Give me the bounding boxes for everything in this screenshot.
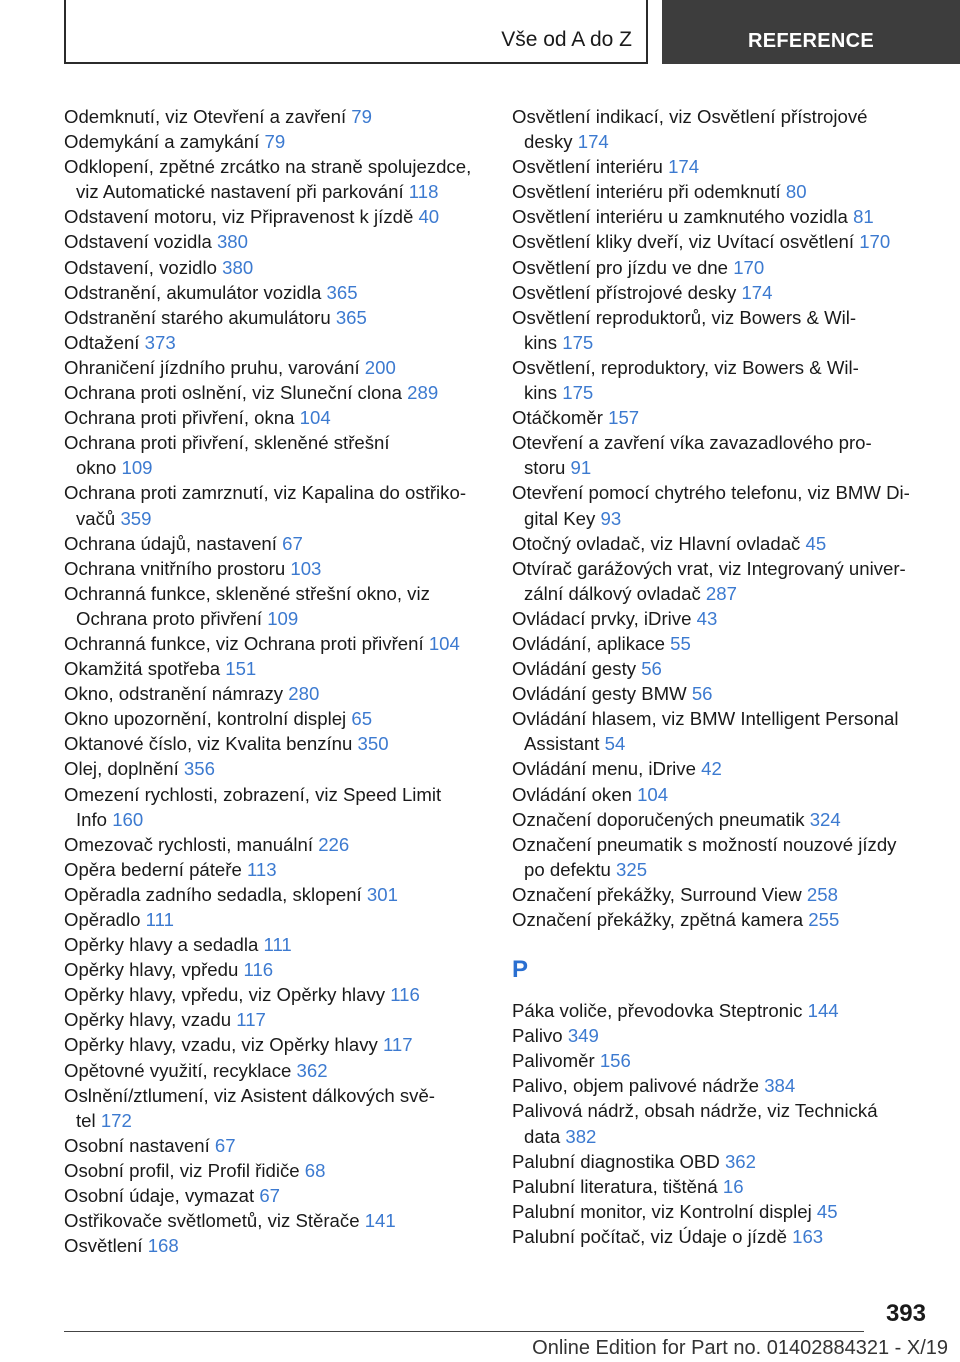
- page-reference-link[interactable]: 175: [562, 382, 594, 404]
- page-reference-link[interactable]: 359: [120, 507, 152, 529]
- index-entry: [64, 229, 494, 254]
- footer-divider: [64, 1331, 864, 1332]
- page-reference-link[interactable]: 81: [853, 206, 874, 228]
- reference-label: REFERENCE: [747, 30, 875, 52]
- entry-text: Ochrana údajů, nastavení: [64, 532, 277, 554]
- index-entry: [64, 882, 494, 907]
- index-entry: [64, 305, 494, 330]
- entry-text: tel: [76, 1109, 96, 1131]
- entry-text: Osvětlení, reproduktory, viz Bowers & Wil-: [512, 356, 859, 378]
- page-reference-link[interactable]: 255: [808, 909, 840, 930]
- index-entry: [64, 1208, 494, 1233]
- entry-text: Odemknutí, viz Otevření a zavření: [64, 106, 347, 127]
- entry-text: Opěra bederní páteře: [64, 858, 242, 880]
- entry-text: Ochrana proti přivření, skleněné střešní: [64, 432, 390, 454]
- page-reference-link[interactable]: 362: [724, 1150, 756, 1172]
- page-reference-link[interactable]: 156: [599, 1050, 631, 1072]
- entry-text: Osvětlení přístrojové desky: [512, 281, 737, 303]
- page-reference-link[interactable]: 91: [570, 457, 592, 479]
- entry-text: Opěrky hlavy, vpředu: [64, 959, 239, 981]
- page-reference-link[interactable]: 111: [263, 934, 292, 956]
- entry-text: Odstranění starého akumulátoru: [64, 306, 331, 328]
- entry-text: Odstavení vozidla: [64, 231, 212, 253]
- entry-text: Palivo, objem palivové nádrže: [512, 1075, 760, 1097]
- entry-text: kins: [524, 331, 558, 353]
- entry-text: Otáčkoměr: [512, 407, 603, 429]
- page-reference-link[interactable]: 349: [567, 1025, 599, 1047]
- page-reference-link[interactable]: 43: [696, 607, 718, 629]
- index-entry: [64, 832, 494, 857]
- index-entry: [512, 405, 932, 430]
- index-entry: [64, 581, 494, 631]
- index-entry: [64, 782, 494, 832]
- entry-text: Osvětlení reproduktorů, viz Bowers & Wil-: [512, 306, 857, 328]
- page-reference-link[interactable]: 380: [222, 256, 254, 278]
- index-entry: [512, 681, 932, 706]
- index-entry: [64, 1083, 494, 1133]
- index-entry: [64, 405, 494, 430]
- entry-text: Okno, odstranění námrazy: [64, 683, 284, 705]
- entry-text: Otevření pomocí chytrého telefonu, viz BMW Di-: [512, 482, 910, 504]
- index-entry: [512, 832, 932, 882]
- index-entry: [64, 1032, 494, 1057]
- entry-text: Osvětlení pro jízdu ve dne: [512, 256, 729, 278]
- index-entry: [64, 104, 494, 129]
- index-entry: [512, 355, 932, 405]
- entry-text: Opěrky hlavy, vzadu: [64, 1009, 232, 1031]
- entry-text: Oslnění/ztlumení, viz Asistent dálkových svě-: [64, 1084, 435, 1106]
- entry-text: Označení překážky, Surround View: [512, 883, 802, 905]
- page-reference-link[interactable]: 380: [216, 231, 248, 253]
- page-reference-link[interactable]: 170: [859, 231, 891, 253]
- page-reference-link[interactable]: 93: [600, 507, 622, 529]
- index-entry: [64, 330, 494, 355]
- page-reference-link[interactable]: 168: [147, 1235, 179, 1257]
- index-entry: [64, 531, 494, 556]
- page-reference-link[interactable]: 67: [214, 1134, 236, 1156]
- entry-text: Info: [76, 808, 108, 830]
- index-column-left: [64, 104, 494, 1258]
- entry-text: Odstavení, vozidlo: [64, 256, 217, 278]
- index-entry: [64, 756, 494, 781]
- index-entry: [64, 480, 494, 530]
- index-entry: [64, 1007, 494, 1032]
- index-list-p: [512, 998, 932, 1249]
- page-reference-link[interactable]: 111: [145, 909, 174, 930]
- entry-text: Opěradlo: [64, 909, 141, 930]
- index-entry: [64, 280, 494, 305]
- page-reference-link[interactable]: 104: [428, 632, 460, 654]
- page-reference-link[interactable]: 65: [351, 708, 373, 730]
- index-entry: [512, 255, 932, 280]
- index-entry: [512, 882, 932, 907]
- index-entry: [512, 782, 932, 807]
- entry-text: Otočný ovladač, viz Hlavní ovladač: [512, 532, 801, 554]
- index-entry: [512, 229, 932, 254]
- page-reference-link[interactable]: 79: [351, 106, 372, 127]
- entry-text: Omezení rychlosti, zobrazení, viz Speed Limit: [64, 783, 442, 805]
- entry-text: data: [524, 1125, 561, 1147]
- entry-text: Osvětlení indikací, viz Osvětlení přístrojové: [512, 106, 868, 127]
- entry-text: Okamžitá spotřeba: [64, 658, 221, 680]
- page-reference-link[interactable]: 373: [144, 331, 176, 353]
- entry-text: Palubní počítač, viz Údaje o jízdě: [512, 1225, 787, 1247]
- page-reference-link[interactable]: 117: [382, 1034, 413, 1056]
- page-reference-link[interactable]: 16: [722, 1175, 744, 1197]
- page-reference-link[interactable]: 365: [326, 281, 358, 303]
- index-entry: [64, 204, 494, 229]
- page-reference-link[interactable]: 151: [225, 658, 257, 680]
- entry-text: Palubní diagnostika OBD: [512, 1150, 720, 1172]
- page-reference-link[interactable]: 45: [816, 1200, 838, 1222]
- index-entry: [64, 355, 494, 380]
- index-entry: [512, 531, 932, 556]
- page-reference-link[interactable]: 163: [792, 1225, 824, 1247]
- index-entry: [512, 656, 932, 681]
- page-reference-link[interactable]: 172: [100, 1109, 132, 1131]
- page-reference-link[interactable]: 141: [364, 1210, 396, 1232]
- page-reference-link[interactable]: 226: [318, 833, 350, 855]
- entry-text: Ovládání gesty BMW: [512, 683, 687, 705]
- entry-text: Palubní monitor, viz Kontrolní displej: [512, 1200, 812, 1222]
- index-entry: [512, 1224, 932, 1249]
- index-entry: [512, 1048, 932, 1073]
- index-entry: [512, 998, 932, 1023]
- index-list-o-continued: [512, 104, 932, 932]
- page-reference-link[interactable]: 362: [296, 1059, 328, 1081]
- entry-text: gital Key: [524, 507, 596, 529]
- entry-text: desky: [524, 131, 573, 153]
- page-reference-link[interactable]: 55: [670, 632, 691, 654]
- index-entry: [64, 957, 494, 982]
- page-reference-link[interactable]: 325: [616, 858, 648, 880]
- index-entry: [512, 1073, 932, 1098]
- entry-text: storu: [524, 457, 566, 479]
- page-reference-link[interactable]: 79: [264, 131, 286, 153]
- page-reference-link[interactable]: 382: [565, 1125, 597, 1147]
- page-reference-link[interactable]: 384: [764, 1075, 796, 1097]
- page-reference-link[interactable]: 117: [236, 1009, 266, 1031]
- entry-text: Ovládání hlasem, viz BMW Intelligent Personal: [512, 708, 899, 730]
- entry-text: Osvětlení interiéru při odemknutí: [512, 181, 781, 203]
- index-entry: [512, 1023, 932, 1048]
- page-reference-link[interactable]: 174: [668, 156, 700, 178]
- index-entry: [64, 1058, 494, 1083]
- page-reference-link[interactable]: 170: [733, 256, 765, 278]
- page-reference-link[interactable]: 56: [641, 658, 662, 680]
- page-reference-link[interactable]: 301: [366, 883, 398, 905]
- entry-text: Ostřikovače světlometů, viz Stěrače: [64, 1210, 360, 1232]
- index-entry: [512, 280, 932, 305]
- index-entry: [64, 731, 494, 756]
- page-reference-link[interactable]: 40: [418, 206, 440, 228]
- header-reference-box: [662, 0, 960, 64]
- entry-text: Ochrana proti přivření, okna: [64, 407, 295, 429]
- index-entry: [64, 857, 494, 882]
- index-entry: [512, 756, 932, 781]
- entry-text: Označení pneumatik s možností nouzové jízdy: [512, 833, 897, 855]
- page-reference-link[interactable]: 174: [741, 281, 773, 303]
- entry-text: Oktanové číslo, viz Kvalita benzínu: [64, 733, 353, 755]
- page-reference-link[interactable]: 67: [259, 1185, 281, 1207]
- entry-text: Ovládání oken: [512, 783, 632, 805]
- page-reference-link[interactable]: 45: [805, 532, 827, 554]
- entry-text: Ochranná funkce, skleněné střešní okno, viz: [64, 582, 430, 604]
- entry-text: Opěrky hlavy a sedadla: [64, 934, 259, 956]
- entry-text: Opěrky hlavy, vzadu, viz Opěrky hlavy: [64, 1034, 378, 1056]
- index-entry: [64, 1133, 494, 1158]
- entry-text: Palivoměr: [512, 1050, 595, 1072]
- entry-text: Odstavení motoru, viz Připravenost k jízdě: [64, 206, 414, 228]
- entry-text: Ovládací prvky, iDrive: [512, 607, 692, 629]
- entry-text: Ochrana proti zamrznutí, viz Kapalina do ostřiko-: [64, 482, 467, 504]
- page-reference-link[interactable]: 42: [701, 758, 722, 780]
- entry-text: Opěrky hlavy, vpředu, viz Opěrky hlavy: [64, 984, 386, 1006]
- entry-text: kins: [524, 382, 558, 404]
- entry-text: Osvětlení: [64, 1235, 143, 1257]
- index-entry: [64, 1233, 494, 1258]
- index-entry: [512, 179, 932, 204]
- entry-text: Ochrana proto přivření: [76, 607, 263, 629]
- page-reference-link[interactable]: 280: [288, 683, 320, 705]
- entry-text: Osvětlení kliky dveří, viz Uvítací osvětlení: [512, 231, 855, 253]
- page-reference-link[interactable]: 160: [112, 808, 144, 830]
- entry-text: Odstranění, akumulátor vozidla: [64, 281, 322, 303]
- index-entry: [512, 706, 932, 756]
- header-section-box: [64, 0, 648, 64]
- entry-text: Palubní literatura, tištěná: [512, 1175, 718, 1197]
- index-entry: [64, 1183, 494, 1208]
- index-entry: [512, 305, 932, 355]
- index-entry: [64, 932, 494, 957]
- entry-text: Ovládání gesty: [512, 658, 637, 680]
- entry-text: Assistant: [524, 733, 600, 755]
- entry-text: Páka voliče, převodovka Steptronic: [512, 1000, 803, 1022]
- entry-text: vačů: [76, 507, 116, 529]
- page-reference-link[interactable]: 56: [691, 683, 713, 705]
- entry-text: Ovládání, aplikace: [512, 632, 665, 654]
- index-entry: [512, 556, 932, 606]
- section-title: Vše od A do Z: [501, 28, 632, 51]
- entry-text: Odemykání a zamykání: [64, 131, 260, 153]
- entry-text: okno: [76, 457, 117, 479]
- index-entry: [512, 1174, 932, 1199]
- index-entry: [512, 631, 932, 656]
- section-letter: P: [512, 956, 529, 984]
- index-entry: [512, 1199, 932, 1224]
- entry-text: po defektu: [524, 858, 611, 880]
- page-reference-link[interactable]: 104: [637, 783, 669, 805]
- index-entry: [512, 1149, 932, 1174]
- page-reference-link[interactable]: 200: [364, 356, 396, 378]
- page-reference-link[interactable]: 109: [267, 607, 299, 629]
- page-reference-link[interactable]: 287: [705, 582, 737, 604]
- index-entry: [64, 907, 494, 932]
- page-number: 393: [885, 1300, 926, 1327]
- index-entry: [64, 631, 494, 656]
- entry-text: Osvětlení interiéru: [512, 156, 663, 178]
- page-reference-link[interactable]: 157: [608, 407, 640, 429]
- entry-text: Omezovač rychlosti, manuální: [64, 833, 314, 855]
- index-entry: [64, 1158, 494, 1183]
- entry-text: zální dálkový ovladač: [524, 582, 701, 604]
- index-entry: [64, 656, 494, 681]
- entry-text: Ohraničení jízdního pruhu, varování: [64, 356, 360, 378]
- page-reference-link[interactable]: 68: [304, 1159, 326, 1181]
- page-reference-link[interactable]: 258: [806, 883, 838, 905]
- page-reference-link[interactable]: 113: [246, 858, 277, 880]
- entry-text: Otvírač garážových vrat, viz Integrovaný univer-: [512, 557, 906, 579]
- index-entry: [512, 606, 932, 631]
- page-reference-link[interactable]: 289: [407, 382, 439, 404]
- index-entry: [64, 556, 494, 581]
- index-entry: [64, 706, 494, 731]
- page-reference-link[interactable]: 144: [807, 1000, 839, 1022]
- index-entry: [512, 807, 932, 832]
- page-reference-link[interactable]: 175: [562, 331, 594, 353]
- index-entry: [512, 480, 932, 530]
- page-reference-link[interactable]: 103: [290, 557, 322, 579]
- entry-text: Ochranná funkce, viz Ochrana proti přivření: [64, 632, 424, 654]
- page-reference-link[interactable]: 350: [357, 733, 389, 755]
- index-entry: [512, 1098, 932, 1148]
- entry-text: Označení doporučených pneumatik: [512, 808, 805, 830]
- page-reference-link[interactable]: 80: [785, 181, 807, 203]
- page-reference-link[interactable]: 116: [243, 959, 274, 981]
- index-entry: [512, 430, 932, 480]
- entry-text: Osobní nastavení: [64, 1134, 210, 1156]
- entry-text: Okno upozornění, kontrolní displej: [64, 708, 347, 730]
- index-entry: [64, 380, 494, 405]
- page-reference-link[interactable]: 109: [121, 457, 153, 479]
- entry-text: Palivo: [512, 1025, 563, 1047]
- entry-text: Ochrana proti oslnění, viz Sluneční clona: [64, 382, 402, 404]
- index-entry: [64, 982, 494, 1007]
- index-entry: [512, 204, 932, 229]
- index-entry: [64, 255, 494, 280]
- page-reference-link[interactable]: 54: [604, 733, 626, 755]
- entry-text: Odklopení, zpětné zrcátko na straně spolujezdce,: [64, 156, 472, 178]
- index-entry: [64, 430, 494, 480]
- entry-text: Osvětlení interiéru u zamknutého vozidla: [512, 206, 848, 228]
- page-reference-link[interactable]: 116: [390, 984, 420, 1006]
- index-entry: [512, 154, 932, 179]
- index-column-right: [512, 104, 932, 1249]
- entry-text: Označení překážky, zpětná kamera: [512, 909, 804, 930]
- footer-edition-text: Online Edition for Part no. 01402884321 - X/19: [532, 1337, 948, 1359]
- index-entry: [64, 681, 494, 706]
- entry-text: Opěradla zadního sedadla, sklopení: [64, 883, 362, 905]
- entry-text: Osobní profil, viz Profil řidiče: [64, 1159, 300, 1181]
- page-reference-link[interactable]: 324: [809, 808, 841, 830]
- entry-text: Palivová nádrž, obsah nádrže, viz Technická: [512, 1100, 878, 1122]
- page-reference-link[interactable]: 174: [577, 131, 609, 153]
- index-entry: [512, 907, 932, 932]
- entry-text: Ovládání menu, iDrive: [512, 758, 696, 780]
- entry-text: Osobní údaje, vymazat: [64, 1185, 255, 1207]
- entry-text: Otevření a zavření víka zavazadlového pro-: [512, 432, 872, 454]
- page-reference-link[interactable]: 118: [408, 181, 439, 203]
- entry-text: Odtažení: [64, 331, 140, 353]
- page-reference-link[interactable]: 365: [335, 306, 367, 328]
- index-entry: [512, 104, 932, 154]
- page-reference-link[interactable]: 356: [183, 758, 215, 780]
- index-entry: [64, 129, 494, 154]
- entry-text: Ochrana vnitřního prostoru: [64, 557, 286, 579]
- entry-text: Opětovné využití, recyklace: [64, 1059, 292, 1081]
- entry-text: viz Automatické nastavení při parkování: [76, 181, 404, 203]
- entry-text: Olej, doplnění: [64, 758, 179, 780]
- page-reference-link[interactable]: 104: [299, 407, 331, 429]
- page-reference-link[interactable]: 67: [282, 532, 303, 554]
- index-entry: [64, 154, 494, 204]
